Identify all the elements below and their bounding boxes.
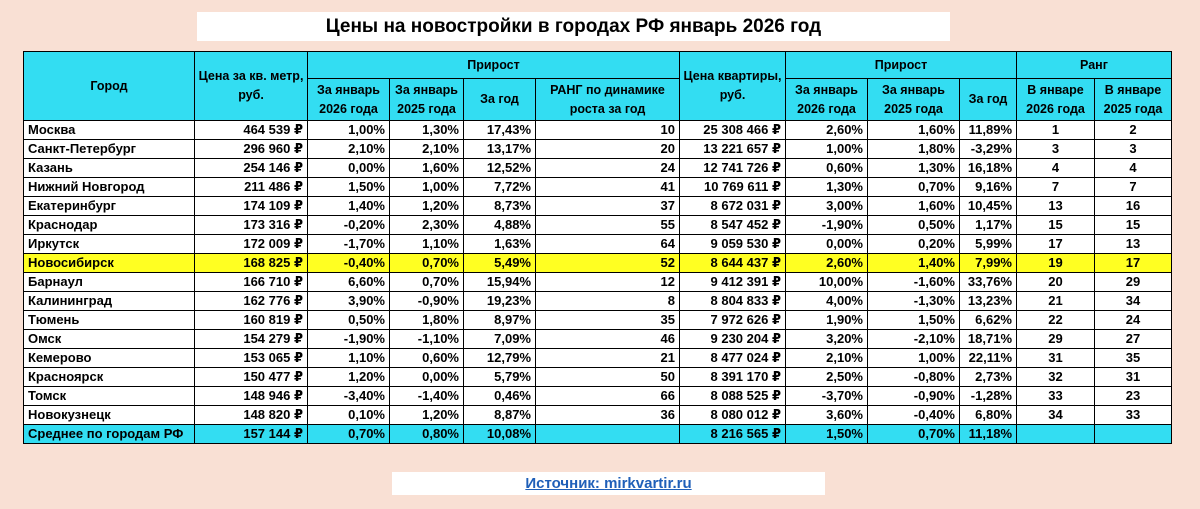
apt-growth-jan2026-cell: 2,60% bbox=[786, 121, 868, 140]
apt-growth-year-cell: -3,29% bbox=[960, 140, 1017, 159]
growth-jan2025-cell: 0,70% bbox=[390, 273, 464, 292]
rank-2025-cell bbox=[1095, 425, 1172, 444]
growth-jan2026-cell: 1,50% bbox=[308, 178, 390, 197]
apt-growth-year-cell: 13,23% bbox=[960, 292, 1017, 311]
rank-2026-cell: 20 bbox=[1017, 273, 1095, 292]
growth-year-cell: 5,79% bbox=[464, 368, 536, 387]
price-apt-cell: 9 412 391 ₽ bbox=[680, 273, 786, 292]
price-sqm-cell: 211 486 ₽ bbox=[195, 178, 308, 197]
price-apt-cell: 8 080 012 ₽ bbox=[680, 406, 786, 425]
header-price-sqm: Цена за кв. метр, руб. bbox=[195, 52, 308, 121]
price-sqm-cell: 174 109 ₽ bbox=[195, 197, 308, 216]
apt-growth-jan2026-cell: 1,30% bbox=[786, 178, 868, 197]
price-sqm-cell: 166 710 ₽ bbox=[195, 273, 308, 292]
apt-growth-year-cell: -1,28% bbox=[960, 387, 1017, 406]
city-cell: Екатеринбург bbox=[24, 197, 195, 216]
rank-2025-cell: 13 bbox=[1095, 235, 1172, 254]
apt-growth-jan2026-cell: 0,60% bbox=[786, 159, 868, 178]
rank-2025-cell: 7 bbox=[1095, 178, 1172, 197]
rank-dynamics-cell: 36 bbox=[536, 406, 680, 425]
table-row bbox=[24, 235, 1172, 254]
price-sqm-cell: 296 960 ₽ bbox=[195, 140, 308, 159]
apt-growth-jan2025-cell: 1,00% bbox=[868, 349, 960, 368]
table-row bbox=[24, 178, 1172, 197]
rank-2026-cell: 15 bbox=[1017, 216, 1095, 235]
price-apt-cell: 9 230 204 ₽ bbox=[680, 330, 786, 349]
price-apt-cell: 25 308 466 ₽ bbox=[680, 121, 786, 140]
growth-jan2026-cell: 0,10% bbox=[308, 406, 390, 425]
price-apt-cell: 10 769 611 ₽ bbox=[680, 178, 786, 197]
price-apt-cell: 8 088 525 ₽ bbox=[680, 387, 786, 406]
growth-jan2025-cell: 0,60% bbox=[390, 349, 464, 368]
rank-2026-cell: 13 bbox=[1017, 197, 1095, 216]
city-cell: Новокузнецк bbox=[24, 406, 195, 425]
rank-dynamics-cell: 41 bbox=[536, 178, 680, 197]
rank-dynamics-cell: 64 bbox=[536, 235, 680, 254]
page-title: Цены на новостройки в городах РФ январь 2026 год bbox=[197, 12, 950, 41]
table-row bbox=[24, 273, 1172, 292]
growth-jan2025-cell: 1,30% bbox=[390, 121, 464, 140]
header-growth: Прирост bbox=[308, 52, 680, 79]
apt-growth-year-cell: 6,80% bbox=[960, 406, 1017, 425]
rank-dynamics-cell: 46 bbox=[536, 330, 680, 349]
city-cell: Красноярск bbox=[24, 368, 195, 387]
price-apt-cell: 8 804 833 ₽ bbox=[680, 292, 786, 311]
header-apt-jan-2026: За январь 2026 года bbox=[786, 79, 868, 121]
growth-year-cell: 15,94% bbox=[464, 273, 536, 292]
rank-2025-cell: 17 bbox=[1095, 254, 1172, 273]
growth-year-cell: 17,43% bbox=[464, 121, 536, 140]
apt-growth-year-cell: 18,71% bbox=[960, 330, 1017, 349]
price-sqm-cell: 150 477 ₽ bbox=[195, 368, 308, 387]
header-jan-2025: За январь 2025 года bbox=[390, 79, 464, 121]
rank-2026-cell: 19 bbox=[1017, 254, 1095, 273]
growth-year-cell: 8,73% bbox=[464, 197, 536, 216]
apt-growth-year-cell: 22,11% bbox=[960, 349, 1017, 368]
rank-2025-cell: 31 bbox=[1095, 368, 1172, 387]
rank-2025-cell: 16 bbox=[1095, 197, 1172, 216]
header-rank-dynamics: РАНГ по динамике роста за год bbox=[536, 79, 680, 121]
growth-jan2026-cell: -1,70% bbox=[308, 235, 390, 254]
city-cell: Барнаул bbox=[24, 273, 195, 292]
header-apt-year: За год bbox=[960, 79, 1017, 121]
apt-growth-year-cell: 2,73% bbox=[960, 368, 1017, 387]
apt-growth-jan2026-cell: 0,00% bbox=[786, 235, 868, 254]
rank-dynamics-cell: 20 bbox=[536, 140, 680, 159]
rank-dynamics-cell: 50 bbox=[536, 368, 680, 387]
price-sqm-cell: 168 825 ₽ bbox=[195, 254, 308, 273]
apt-growth-year-cell: 10,45% bbox=[960, 197, 1017, 216]
table-row bbox=[24, 330, 1172, 349]
price-apt-cell: 8 391 170 ₽ bbox=[680, 368, 786, 387]
city-cell: Казань bbox=[24, 159, 195, 178]
apt-growth-jan2025-cell: -0,40% bbox=[868, 406, 960, 425]
apt-growth-jan2025-cell: 0,70% bbox=[868, 425, 960, 444]
price-sqm-cell: 172 009 ₽ bbox=[195, 235, 308, 254]
apt-growth-jan2026-cell: 3,20% bbox=[786, 330, 868, 349]
growth-year-cell: 8,87% bbox=[464, 406, 536, 425]
rank-2025-cell: 35 bbox=[1095, 349, 1172, 368]
table-row bbox=[24, 387, 1172, 406]
price-apt-cell: 7 972 626 ₽ bbox=[680, 311, 786, 330]
table-row bbox=[24, 121, 1172, 140]
growth-year-cell: 0,46% bbox=[464, 387, 536, 406]
growth-jan2026-cell: 1,00% bbox=[308, 121, 390, 140]
table-row bbox=[24, 349, 1172, 368]
growth-year-cell: 19,23% bbox=[464, 292, 536, 311]
apt-growth-jan2026-cell: -3,70% bbox=[786, 387, 868, 406]
rank-dynamics-cell: 8 bbox=[536, 292, 680, 311]
price-apt-cell: 8 477 024 ₽ bbox=[680, 349, 786, 368]
city-cell: Нижний Новгород bbox=[24, 178, 195, 197]
price-sqm-cell: 173 316 ₽ bbox=[195, 216, 308, 235]
apt-growth-jan2025-cell: 1,40% bbox=[868, 254, 960, 273]
apt-growth-year-cell: 11,18% bbox=[960, 425, 1017, 444]
price-apt-cell: 8 547 452 ₽ bbox=[680, 216, 786, 235]
price-apt-cell: 12 741 726 ₽ bbox=[680, 159, 786, 178]
rank-2026-cell: 29 bbox=[1017, 330, 1095, 349]
apt-growth-year-cell: 5,99% bbox=[960, 235, 1017, 254]
city-cell: Омск bbox=[24, 330, 195, 349]
apt-growth-jan2026-cell: 1,00% bbox=[786, 140, 868, 159]
apt-growth-jan2025-cell: -0,80% bbox=[868, 368, 960, 387]
rank-2026-cell bbox=[1017, 425, 1095, 444]
rank-dynamics-cell: 37 bbox=[536, 197, 680, 216]
price-sqm-cell: 254 146 ₽ bbox=[195, 159, 308, 178]
city-cell: Томск bbox=[24, 387, 195, 406]
rank-dynamics-cell: 66 bbox=[536, 387, 680, 406]
apt-growth-jan2025-cell: 1,60% bbox=[868, 197, 960, 216]
growth-jan2026-cell: 0,50% bbox=[308, 311, 390, 330]
growth-jan2025-cell: 1,20% bbox=[390, 406, 464, 425]
header-growth-apt: Прирост bbox=[786, 52, 1017, 79]
growth-year-cell: 10,08% bbox=[464, 425, 536, 444]
rank-dynamics-cell: 12 bbox=[536, 273, 680, 292]
growth-year-cell: 12,79% bbox=[464, 349, 536, 368]
table-row bbox=[24, 140, 1172, 159]
rank-dynamics-cell: 55 bbox=[536, 216, 680, 235]
city-cell: Кемерово bbox=[24, 349, 195, 368]
table-row bbox=[24, 292, 1172, 311]
rank-2026-cell: 3 bbox=[1017, 140, 1095, 159]
growth-jan2025-cell: 2,10% bbox=[390, 140, 464, 159]
apt-growth-jan2026-cell: 3,60% bbox=[786, 406, 868, 425]
apt-growth-jan2025-cell: 1,80% bbox=[868, 140, 960, 159]
growth-jan2026-cell: 1,40% bbox=[308, 197, 390, 216]
city-cell: Москва bbox=[24, 121, 195, 140]
price-apt-cell: 9 059 530 ₽ bbox=[680, 235, 786, 254]
rank-dynamics-cell: 52 bbox=[536, 254, 680, 273]
rank-2025-cell: 24 bbox=[1095, 311, 1172, 330]
header-year: За год bbox=[464, 79, 536, 121]
apt-growth-jan2025-cell: 0,70% bbox=[868, 178, 960, 197]
growth-jan2026-cell: 1,10% bbox=[308, 349, 390, 368]
rank-2026-cell: 22 bbox=[1017, 311, 1095, 330]
header-rank-2026: В январе 2026 года bbox=[1017, 79, 1095, 121]
rank-2025-cell: 27 bbox=[1095, 330, 1172, 349]
apt-growth-year-cell: 7,99% bbox=[960, 254, 1017, 273]
price-apt-cell: 8 216 565 ₽ bbox=[680, 425, 786, 444]
rank-dynamics-cell: 35 bbox=[536, 311, 680, 330]
price-sqm-cell: 153 065 ₽ bbox=[195, 349, 308, 368]
price-sqm-cell: 148 820 ₽ bbox=[195, 406, 308, 425]
source-link-domain[interactable]: mirkvartir.ru bbox=[604, 475, 692, 492]
table-row bbox=[24, 311, 1172, 330]
apt-growth-jan2026-cell: 2,10% bbox=[786, 349, 868, 368]
apt-growth-jan2025-cell: -1,60% bbox=[868, 273, 960, 292]
city-cell: Краснодар bbox=[24, 216, 195, 235]
growth-jan2025-cell: 1,00% bbox=[390, 178, 464, 197]
growth-jan2025-cell: 0,70% bbox=[390, 254, 464, 273]
apt-growth-jan2026-cell: 1,50% bbox=[786, 425, 868, 444]
price-apt-cell: 8 672 031 ₽ bbox=[680, 197, 786, 216]
apt-growth-jan2026-cell: -1,90% bbox=[786, 216, 868, 235]
table-row bbox=[24, 406, 1172, 425]
apt-growth-jan2025-cell: 1,60% bbox=[868, 121, 960, 140]
rank-2026-cell: 31 bbox=[1017, 349, 1095, 368]
rank-2026-cell: 7 bbox=[1017, 178, 1095, 197]
growth-year-cell: 12,52% bbox=[464, 159, 536, 178]
rank-2025-cell: 29 bbox=[1095, 273, 1172, 292]
city-cell: Среднее по городам РФ bbox=[24, 425, 195, 444]
rank-2026-cell: 34 bbox=[1017, 406, 1095, 425]
header-rank: Ранг bbox=[1017, 52, 1172, 79]
growth-year-cell: 7,09% bbox=[464, 330, 536, 349]
growth-jan2025-cell: 1,60% bbox=[390, 159, 464, 178]
growth-jan2025-cell: 0,00% bbox=[390, 368, 464, 387]
summary-row bbox=[24, 425, 1172, 444]
table-row bbox=[24, 254, 1172, 273]
price-sqm-cell: 148 946 ₽ bbox=[195, 387, 308, 406]
growth-jan2026-cell: -1,90% bbox=[308, 330, 390, 349]
header-price-apt: Цена квартиры, руб. bbox=[680, 52, 786, 121]
table-row bbox=[24, 197, 1172, 216]
apt-growth-jan2025-cell: 0,50% bbox=[868, 216, 960, 235]
price-sqm-cell: 154 279 ₽ bbox=[195, 330, 308, 349]
growth-year-cell: 4,88% bbox=[464, 216, 536, 235]
city-cell: Санкт-Петербург bbox=[24, 140, 195, 159]
apt-growth-year-cell: 11,89% bbox=[960, 121, 1017, 140]
growth-jan2025-cell: 0,80% bbox=[390, 425, 464, 444]
growth-year-cell: 1,63% bbox=[464, 235, 536, 254]
price-sqm-cell: 160 819 ₽ bbox=[195, 311, 308, 330]
apt-growth-year-cell: 16,18% bbox=[960, 159, 1017, 178]
rank-2025-cell: 4 bbox=[1095, 159, 1172, 178]
price-sqm-cell: 162 776 ₽ bbox=[195, 292, 308, 311]
growth-jan2025-cell: -1,10% bbox=[390, 330, 464, 349]
apt-growth-year-cell: 9,16% bbox=[960, 178, 1017, 197]
rank-2026-cell: 1 bbox=[1017, 121, 1095, 140]
growth-jan2026-cell: 2,10% bbox=[308, 140, 390, 159]
apt-growth-jan2025-cell: 1,50% bbox=[868, 311, 960, 330]
table-row bbox=[24, 159, 1172, 178]
table-row bbox=[24, 368, 1172, 387]
growth-jan2025-cell: 2,30% bbox=[390, 216, 464, 235]
header-rank-2025: В январе 2025 года bbox=[1095, 79, 1172, 121]
source-link[interactable]: Источник: bbox=[525, 475, 605, 492]
apt-growth-year-cell: 6,62% bbox=[960, 311, 1017, 330]
rank-dynamics-cell: 21 bbox=[536, 349, 680, 368]
rank-2025-cell: 34 bbox=[1095, 292, 1172, 311]
apt-growth-year-cell: 33,76% bbox=[960, 273, 1017, 292]
growth-jan2025-cell: -0,90% bbox=[390, 292, 464, 311]
price-sqm-cell: 157 144 ₽ bbox=[195, 425, 308, 444]
header-city: Город bbox=[24, 52, 195, 121]
header-apt-jan-2025: За январь 2025 года bbox=[868, 79, 960, 121]
growth-year-cell: 13,17% bbox=[464, 140, 536, 159]
growth-jan2026-cell: -3,40% bbox=[308, 387, 390, 406]
header-jan-2026: За январь 2026 года bbox=[308, 79, 390, 121]
rank-2025-cell: 33 bbox=[1095, 406, 1172, 425]
growth-jan2026-cell: 6,60% bbox=[308, 273, 390, 292]
city-cell: Тюмень bbox=[24, 311, 195, 330]
growth-jan2026-cell: 0,70% bbox=[308, 425, 390, 444]
apt-growth-jan2026-cell: 3,00% bbox=[786, 197, 868, 216]
growth-jan2026-cell: 3,90% bbox=[308, 292, 390, 311]
rank-dynamics-cell: 24 bbox=[536, 159, 680, 178]
rank-dynamics-cell bbox=[536, 425, 680, 444]
growth-jan2026-cell: 0,00% bbox=[308, 159, 390, 178]
rank-2025-cell: 23 bbox=[1095, 387, 1172, 406]
growth-jan2025-cell: 1,10% bbox=[390, 235, 464, 254]
prices-table bbox=[23, 51, 1172, 444]
table-row bbox=[24, 216, 1172, 235]
rank-2026-cell: 33 bbox=[1017, 387, 1095, 406]
growth-jan2026-cell: 1,20% bbox=[308, 368, 390, 387]
rank-2026-cell: 32 bbox=[1017, 368, 1095, 387]
growth-year-cell: 8,97% bbox=[464, 311, 536, 330]
apt-growth-jan2026-cell: 2,50% bbox=[786, 368, 868, 387]
growth-jan2025-cell: 1,80% bbox=[390, 311, 464, 330]
rank-2026-cell: 17 bbox=[1017, 235, 1095, 254]
apt-growth-jan2025-cell: 0,20% bbox=[868, 235, 960, 254]
price-apt-cell: 8 644 437 ₽ bbox=[680, 254, 786, 273]
growth-year-cell: 7,72% bbox=[464, 178, 536, 197]
rank-2025-cell: 3 bbox=[1095, 140, 1172, 159]
apt-growth-year-cell: 1,17% bbox=[960, 216, 1017, 235]
growth-jan2025-cell: 1,20% bbox=[390, 197, 464, 216]
apt-growth-jan2026-cell: 4,00% bbox=[786, 292, 868, 311]
growth-jan2025-cell: -1,40% bbox=[390, 387, 464, 406]
rank-2025-cell: 2 bbox=[1095, 121, 1172, 140]
price-sqm-cell: 464 539 ₽ bbox=[195, 121, 308, 140]
growth-jan2026-cell: -0,20% bbox=[308, 216, 390, 235]
rank-2026-cell: 21 bbox=[1017, 292, 1095, 311]
rank-dynamics-cell: 10 bbox=[536, 121, 680, 140]
apt-growth-jan2026-cell: 1,90% bbox=[786, 311, 868, 330]
apt-growth-jan2025-cell: 1,30% bbox=[868, 159, 960, 178]
apt-growth-jan2025-cell: -1,30% bbox=[868, 292, 960, 311]
city-cell: Новосибирск bbox=[24, 254, 195, 273]
rank-2026-cell: 4 bbox=[1017, 159, 1095, 178]
growth-jan2026-cell: -0,40% bbox=[308, 254, 390, 273]
apt-growth-jan2026-cell: 2,60% bbox=[786, 254, 868, 273]
apt-growth-jan2026-cell: 10,00% bbox=[786, 273, 868, 292]
apt-growth-jan2025-cell: -0,90% bbox=[868, 387, 960, 406]
city-cell: Иркутск bbox=[24, 235, 195, 254]
table-body bbox=[24, 121, 1172, 444]
price-apt-cell: 13 221 657 ₽ bbox=[680, 140, 786, 159]
city-cell: Калининград bbox=[24, 292, 195, 311]
apt-growth-jan2025-cell: -2,10% bbox=[868, 330, 960, 349]
rank-2025-cell: 15 bbox=[1095, 216, 1172, 235]
source-note bbox=[392, 472, 825, 495]
growth-year-cell: 5,49% bbox=[464, 254, 536, 273]
